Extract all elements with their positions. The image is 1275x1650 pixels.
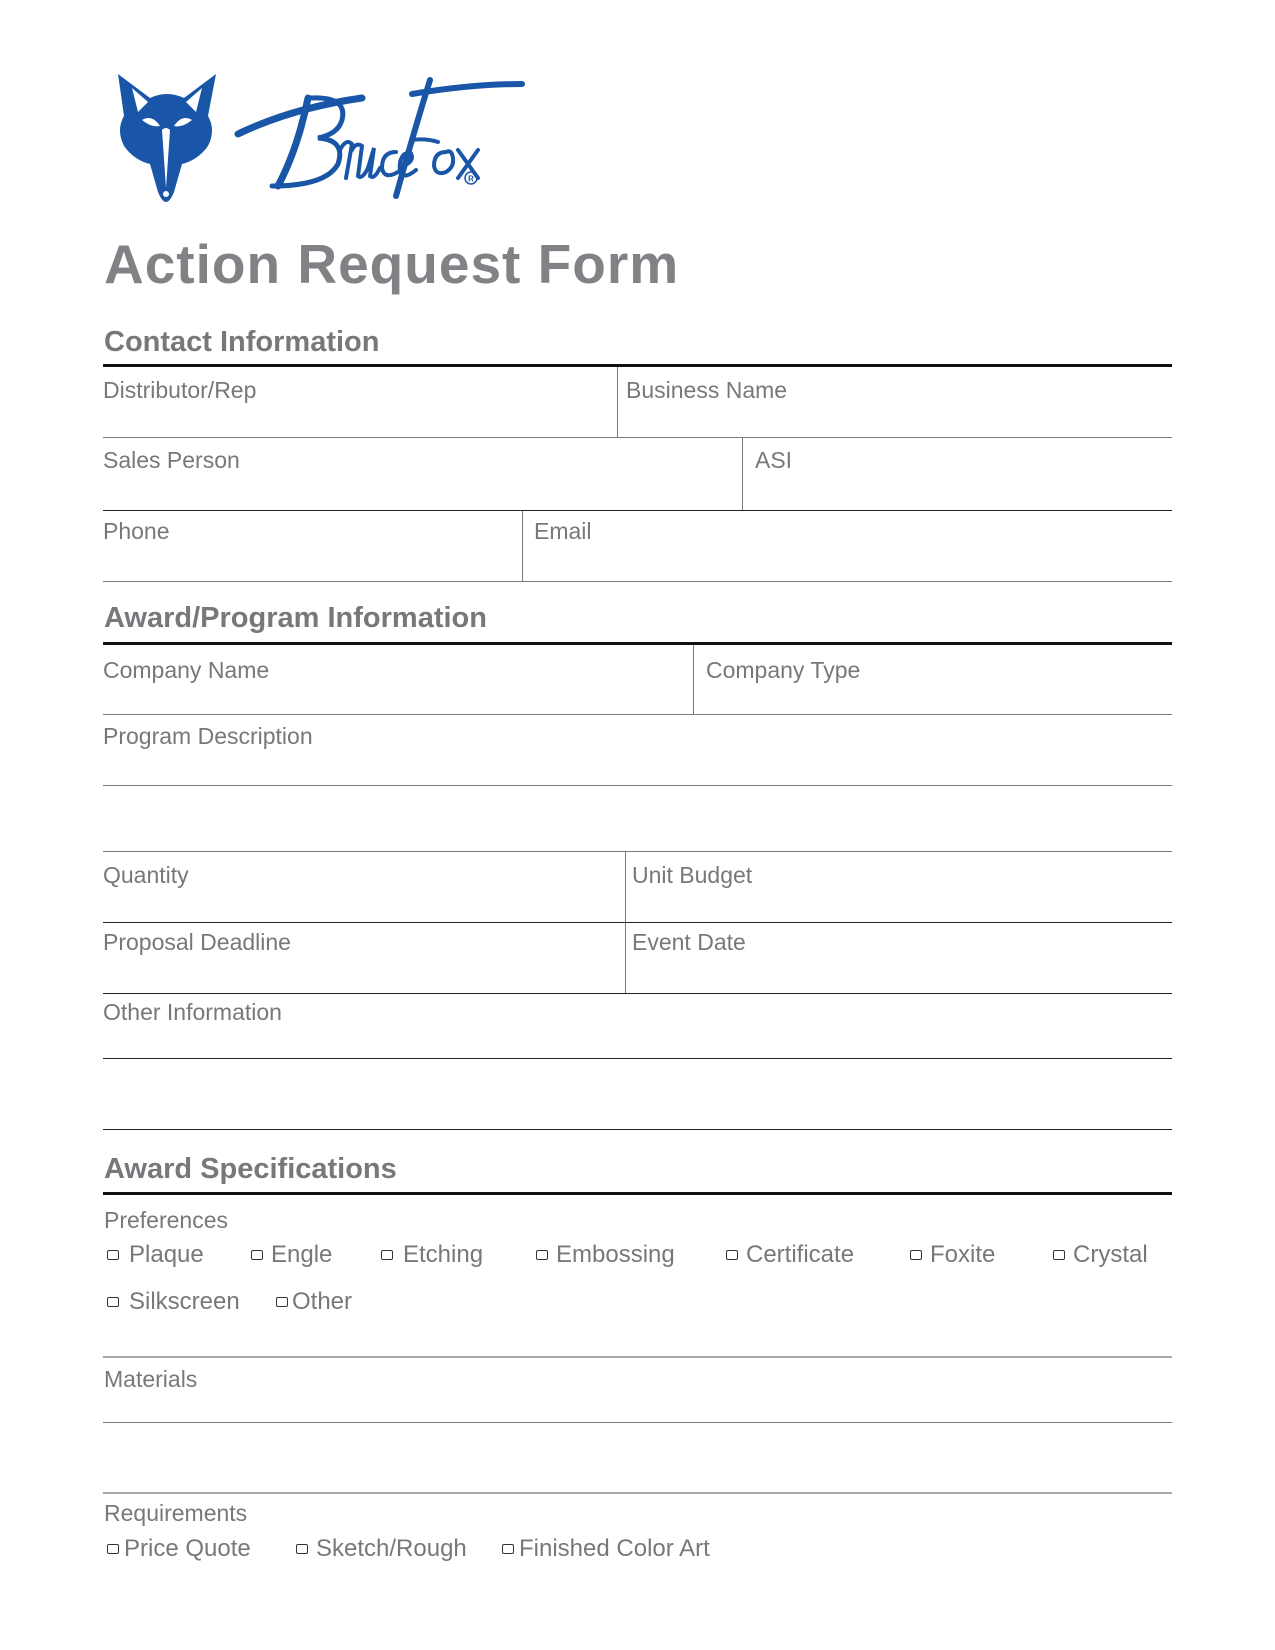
program-description-field[interactable] [103,715,1172,852]
company-name-field[interactable] [103,645,693,715]
proposal-deadline-label: Proposal Deadline [103,929,291,955]
section-rule [103,1192,1172,1195]
company-name-label: Company Name [103,657,270,683]
checkbox-icon [107,1297,119,1307]
materials-field[interactable] [103,1358,1172,1493]
checkbox-foxite[interactable]: Foxite [910,1241,995,1269]
checkbox-icon [276,1297,288,1307]
row-rule [103,1422,1172,1423]
checkbox-icon [910,1250,922,1260]
section-heading-award-program: Award/Program Information [104,602,487,634]
sales-person-field[interactable] [103,438,743,510]
event-date-label: Event Date [632,929,746,955]
section-heading-contact: Contact Information [104,326,380,358]
checkbox-sketch-rough[interactable]: Sketch/Rough [296,1535,467,1563]
phone-field[interactable] [103,511,522,582]
sales-person-label: Sales Person [103,447,240,473]
checkbox-icon [107,1250,119,1260]
asi-label: ASI [755,447,793,473]
unit-budget-label: Unit Budget [632,862,753,888]
program-description-label: Program Description [103,723,313,749]
other-information-field[interactable] [103,994,1172,1129]
section-heading-award-specs: Award Specifications [104,1153,397,1185]
checkbox-plaque[interactable]: Plaque [107,1241,204,1269]
email-field[interactable] [523,511,1172,582]
company-type-label: Company Type [706,657,861,683]
checkbox-icon [502,1544,514,1554]
row-rule [103,1058,1172,1059]
checkbox-icon [251,1250,263,1260]
checkbox-other[interactable]: Other [276,1288,352,1316]
proposal-deadline-field[interactable] [103,923,625,994]
checkbox-certificate[interactable]: Certificate [726,1241,854,1269]
fox-head-icon [112,68,542,208]
row-rule [103,581,1172,582]
row-rule [103,1129,1172,1130]
email-label: Email [534,518,592,544]
row-rule [103,1492,1172,1494]
checkbox-finished-color-art[interactable]: Finished Color Art [502,1535,710,1563]
checkbox-icon [107,1544,119,1554]
asi-field[interactable] [743,438,1172,510]
checkbox-icon [296,1544,308,1554]
checkbox-icon [1053,1250,1065,1260]
unit-budget-field[interactable] [626,852,1172,923]
checkbox-icon [726,1250,738,1260]
requirements-label: Requirements [104,1500,248,1526]
checkbox-embossing[interactable]: Embossing [536,1241,675,1269]
bruce-fox-logo [112,68,542,213]
checkbox-engle[interactable]: Engle [251,1241,332,1269]
checkbox-silkscreen[interactable]: Silkscreen [107,1288,240,1316]
distributor-rep-field[interactable] [103,367,618,438]
row-rule [103,785,1172,786]
quantity-field[interactable] [103,852,625,923]
business-name-field[interactable] [618,367,1172,438]
phone-label: Phone [103,518,170,544]
form-title: Action Request Form [104,233,680,295]
event-date-field[interactable] [626,923,1172,994]
distributor-rep-label: Distributor/Rep [103,377,257,403]
business-name-label: Business Name [626,377,788,403]
quantity-label: Quantity [103,862,189,888]
materials-label: Materials [104,1366,198,1392]
checkbox-icon [536,1250,548,1260]
company-type-field[interactable] [694,645,1172,715]
checkbox-crystal[interactable]: Crystal [1053,1241,1148,1269]
checkbox-etching[interactable]: Etching [381,1241,483,1269]
other-information-label: Other Information [103,999,282,1025]
preferences-label: Preferences [104,1207,229,1233]
checkbox-icon [381,1250,393,1260]
svg-text:R: R [468,174,474,184]
checkbox-price-quote[interactable]: Price Quote [107,1535,251,1563]
